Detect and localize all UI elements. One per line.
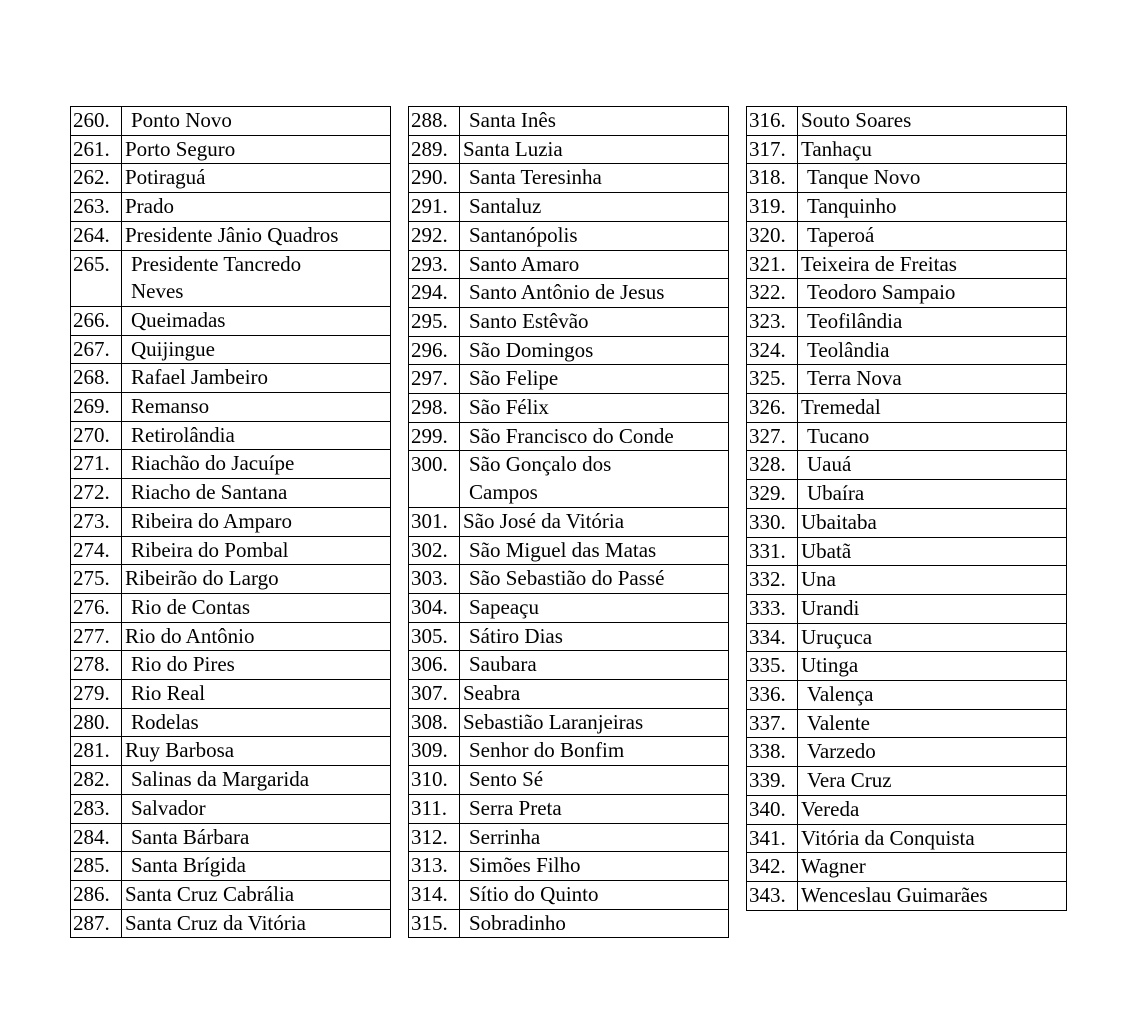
row-number: 292. [409, 221, 460, 250]
municipality-name: Sapeaçu [460, 593, 729, 622]
municipality-table-column-2 [408, 106, 729, 938]
row-number: 263. [71, 193, 122, 222]
municipality-name [460, 451, 729, 507]
row-number: 310. [409, 766, 460, 795]
municipality-name: Varzedo [798, 738, 1067, 767]
municipality-name: Taperoá [798, 221, 1067, 250]
table-row [409, 708, 729, 737]
municipality-name: Ribeirão do Largo [122, 565, 391, 594]
municipality-name: Queimadas [122, 306, 391, 335]
municipality-name: Tucano [798, 422, 1067, 451]
municipality-name: Uauá [798, 451, 1067, 480]
municipality-table-column-3 [746, 106, 1067, 911]
municipality-name: Santanópolis [460, 221, 729, 250]
row-number: 289. [409, 135, 460, 164]
row-number: 266. [71, 306, 122, 335]
municipality-name: Sítio do Quinto [460, 880, 729, 909]
row-number: 296. [409, 336, 460, 365]
municipality-name-line-2: Campos [469, 480, 538, 505]
municipality-name [122, 250, 391, 306]
row-number: 341. [747, 824, 798, 853]
table-row [71, 479, 391, 508]
municipality-name-line-1: Presidente Tancredo [131, 251, 302, 276]
table-row [747, 422, 1067, 451]
row-number: 267. [71, 335, 122, 364]
table-row [71, 622, 391, 651]
row-number: 338. [747, 738, 798, 767]
table-row [747, 307, 1067, 336]
row-number: 298. [409, 394, 460, 423]
municipality-name: Uruçuca [798, 623, 1067, 652]
municipality-name-line-2: Neves [131, 279, 184, 304]
table-row [71, 794, 391, 823]
row-number: 334. [747, 623, 798, 652]
table-row [747, 767, 1067, 796]
row-number: 336. [747, 681, 798, 710]
row-number: 332. [747, 566, 798, 595]
municipality-name: Santo Estêvão [460, 307, 729, 336]
row-number: 320. [747, 221, 798, 250]
table-row [747, 881, 1067, 910]
table-row [747, 853, 1067, 882]
row-number: 307. [409, 680, 460, 709]
municipality-name: Ponto Novo [122, 107, 391, 136]
row-number: 297. [409, 365, 460, 394]
row-number: 275. [71, 565, 122, 594]
municipality-name: Senhor do Bonfim [460, 737, 729, 766]
municipality-name: São Sebastião do Passé [460, 565, 729, 594]
municipality-name: Simões Filho [460, 852, 729, 881]
municipality-name: Santa Inês [460, 107, 729, 136]
table-row [747, 164, 1067, 193]
municipality-name: Sebastião Laranjeiras [460, 708, 729, 737]
row-number: 276. [71, 593, 122, 622]
row-number: 262. [71, 164, 122, 193]
table-row [409, 451, 729, 507]
municipality-name: Wagner [798, 853, 1067, 882]
municipality-name: Teodoro Sampaio [798, 279, 1067, 308]
municipality-name: Santo Antônio de Jesus [460, 279, 729, 308]
row-number: 291. [409, 193, 460, 222]
table-row [747, 451, 1067, 480]
table-row [409, 507, 729, 536]
row-number: 321. [747, 250, 798, 279]
table-row [71, 421, 391, 450]
row-number: 269. [71, 393, 122, 422]
row-number: 295. [409, 307, 460, 336]
table-row [747, 537, 1067, 566]
row-number: 343. [747, 881, 798, 910]
municipality-name: Vera Cruz [798, 767, 1067, 796]
row-number: 270. [71, 421, 122, 450]
row-number: 271. [71, 450, 122, 479]
table-row [409, 422, 729, 451]
municipality-name: Utinga [798, 652, 1067, 681]
row-number: 327. [747, 422, 798, 451]
municipality-name: São Miguel das Matas [460, 536, 729, 565]
row-number: 316. [747, 107, 798, 136]
table-row [747, 193, 1067, 222]
table-row [747, 594, 1067, 623]
table-row [747, 135, 1067, 164]
municipality-name: Santa Luzia [460, 135, 729, 164]
municipality-name: Ribeira do Pombal [122, 536, 391, 565]
municipality-name: Santo Amaro [460, 250, 729, 279]
row-number: 285. [71, 852, 122, 881]
municipality-name-line-1: São Gonçalo dos [469, 452, 612, 477]
municipality-name: São Francisco do Conde [460, 422, 729, 451]
row-number: 279. [71, 680, 122, 709]
table-row [71, 880, 391, 909]
table-row [747, 795, 1067, 824]
municipality-name: São Félix [460, 394, 729, 423]
municipality-name: Sátiro Dias [460, 622, 729, 651]
municipality-name: Ubatã [798, 537, 1067, 566]
table-row [747, 824, 1067, 853]
row-number: 288. [409, 107, 460, 136]
row-number: 273. [71, 507, 122, 536]
municipality-name: Wenceslau Guimarães [798, 881, 1067, 910]
table-row [747, 279, 1067, 308]
municipality-name: Santa Cruz da Vitória [122, 909, 391, 938]
municipality-name: Ubaitaba [798, 508, 1067, 537]
table-row [71, 393, 391, 422]
table-row [747, 623, 1067, 652]
row-number: 308. [409, 708, 460, 737]
table-row [71, 135, 391, 164]
table-row [409, 766, 729, 795]
table-row [409, 307, 729, 336]
table-row [409, 279, 729, 308]
municipality-name: Potiraguá [122, 164, 391, 193]
table-row [71, 651, 391, 680]
table-row [409, 193, 729, 222]
municipality-name: Sobradinho [460, 909, 729, 938]
municipality-name: Tanquinho [798, 193, 1067, 222]
row-number: 286. [71, 880, 122, 909]
row-number: 339. [747, 767, 798, 796]
row-number: 300. [409, 451, 460, 507]
row-number: 342. [747, 853, 798, 882]
row-number: 265. [71, 250, 122, 306]
municipality-name: Ribeira do Amparo [122, 507, 391, 536]
municipality-name: Seabra [460, 680, 729, 709]
municipality-name: Tanhaçu [798, 135, 1067, 164]
municipality-name: Riacho de Santana [122, 479, 391, 508]
table-row [747, 221, 1067, 250]
table-row [409, 365, 729, 394]
table-row [71, 708, 391, 737]
row-number: 290. [409, 164, 460, 193]
row-number: 317. [747, 135, 798, 164]
table-row [71, 306, 391, 335]
row-number: 331. [747, 537, 798, 566]
table-row [71, 107, 391, 136]
row-number: 324. [747, 336, 798, 365]
row-number: 337. [747, 709, 798, 738]
municipality-name: Rio Real [122, 680, 391, 709]
table-row [71, 364, 391, 393]
table-row [747, 652, 1067, 681]
municipality-name: Teixeira de Freitas [798, 250, 1067, 279]
municipality-name: Rio do Antônio [122, 622, 391, 651]
row-number: 330. [747, 508, 798, 537]
municipality-name: Tanque Novo [798, 164, 1067, 193]
municipality-name: Rodelas [122, 708, 391, 737]
table-row [409, 622, 729, 651]
table-row [71, 507, 391, 536]
row-number: 326. [747, 394, 798, 423]
table-row [747, 250, 1067, 279]
row-number: 280. [71, 708, 122, 737]
row-number: 283. [71, 794, 122, 823]
table-row [409, 794, 729, 823]
row-number: 303. [409, 565, 460, 594]
table-row [747, 738, 1067, 767]
row-number: 309. [409, 737, 460, 766]
row-number: 293. [409, 250, 460, 279]
row-number: 312. [409, 823, 460, 852]
municipality-name: Remanso [122, 393, 391, 422]
table-row [71, 450, 391, 479]
municipality-name: Sento Sé [460, 766, 729, 795]
table-row [71, 766, 391, 795]
municipality-name: Rafael Jambeiro [122, 364, 391, 393]
row-number: 318. [747, 164, 798, 193]
row-number: 287. [71, 909, 122, 938]
table-row [409, 909, 729, 938]
municipality-name: Presidente Jânio Quadros [122, 221, 391, 250]
table-row [409, 852, 729, 881]
row-number: 282. [71, 766, 122, 795]
municipality-name: Ruy Barbosa [122, 737, 391, 766]
table-row [71, 250, 391, 306]
municipality-name: Tremedal [798, 394, 1067, 423]
row-number: 319. [747, 193, 798, 222]
row-number: 322. [747, 279, 798, 308]
row-number: 264. [71, 221, 122, 250]
table-row [71, 909, 391, 938]
municipality-name: Souto Soares [798, 107, 1067, 136]
table-row [747, 394, 1067, 423]
municipality-name: Santa Cruz Cabrália [122, 880, 391, 909]
municipality-name: Urandi [798, 594, 1067, 623]
municipality-name: Una [798, 566, 1067, 595]
municipality-name: Santa Bárbara [122, 823, 391, 852]
municipality-name: Retirolândia [122, 421, 391, 450]
row-number: 306. [409, 651, 460, 680]
table-row [747, 107, 1067, 136]
row-number: 277. [71, 622, 122, 651]
municipality-name: Ubaíra [798, 480, 1067, 509]
row-number: 305. [409, 622, 460, 651]
municipality-name: Riachão do Jacuípe [122, 450, 391, 479]
row-number: 301. [409, 507, 460, 536]
table-row [409, 250, 729, 279]
table-row [71, 335, 391, 364]
table-row [71, 193, 391, 222]
municipality-name: Saubara [460, 651, 729, 680]
table-row [409, 651, 729, 680]
municipality-name: Valença [798, 681, 1067, 710]
row-number: 261. [71, 135, 122, 164]
table-row [409, 565, 729, 594]
table-row [409, 164, 729, 193]
table-row [71, 852, 391, 881]
table-row [747, 365, 1067, 394]
table-row [409, 336, 729, 365]
row-number: 325. [747, 365, 798, 394]
row-number: 281. [71, 737, 122, 766]
table-row [409, 536, 729, 565]
municipality-name: Santa Teresinha [460, 164, 729, 193]
table-row [409, 593, 729, 622]
municipality-name: Serra Preta [460, 794, 729, 823]
municipality-name: Salinas da Margarida [122, 766, 391, 795]
row-number: 294. [409, 279, 460, 308]
row-number: 328. [747, 451, 798, 480]
table-row [747, 480, 1067, 509]
row-number: 314. [409, 880, 460, 909]
municipality-name: Serrinha [460, 823, 729, 852]
table-row [71, 221, 391, 250]
table-row [409, 680, 729, 709]
municipality-name: Quijingue [122, 335, 391, 364]
table-row [71, 823, 391, 852]
municipality-name: São José da Vitória [460, 507, 729, 536]
row-number: 313. [409, 852, 460, 881]
table-row [71, 737, 391, 766]
municipality-name: Vitória da Conquista [798, 824, 1067, 853]
municipality-name: Santa Brígida [122, 852, 391, 881]
municipality-name: Terra Nova [798, 365, 1067, 394]
table-row [747, 508, 1067, 537]
municipality-name: Porto Seguro [122, 135, 391, 164]
table-row [409, 394, 729, 423]
table-row [71, 536, 391, 565]
row-number: 329. [747, 480, 798, 509]
table-row [747, 681, 1067, 710]
municipality-name: Teolândia [798, 336, 1067, 365]
table-row [409, 107, 729, 136]
municipality-name: Valente [798, 709, 1067, 738]
table-row [71, 164, 391, 193]
municipality-name: Santaluz [460, 193, 729, 222]
row-number: 302. [409, 536, 460, 565]
table-row [747, 566, 1067, 595]
row-number: 315. [409, 909, 460, 938]
table-row [71, 565, 391, 594]
row-number: 284. [71, 823, 122, 852]
row-number: 340. [747, 795, 798, 824]
row-number: 260. [71, 107, 122, 136]
row-number: 268. [71, 364, 122, 393]
row-number: 333. [747, 594, 798, 623]
municipality-name: Rio de Contas [122, 593, 391, 622]
table-row [71, 593, 391, 622]
table-row [747, 336, 1067, 365]
table-row [747, 709, 1067, 738]
municipality-name: Teofilândia [798, 307, 1067, 336]
table-row [409, 221, 729, 250]
row-number: 278. [71, 651, 122, 680]
table-row [71, 680, 391, 709]
municipality-name: São Domingos [460, 336, 729, 365]
table-row [409, 880, 729, 909]
municipality-table-column-1 [70, 106, 391, 938]
row-number: 311. [409, 794, 460, 823]
municipality-name: Rio do Pires [122, 651, 391, 680]
municipality-name: Salvador [122, 794, 391, 823]
municipality-name: Prado [122, 193, 391, 222]
row-number: 304. [409, 593, 460, 622]
row-number: 335. [747, 652, 798, 681]
table-row [409, 823, 729, 852]
table-row [409, 737, 729, 766]
row-number: 323. [747, 307, 798, 336]
row-number: 274. [71, 536, 122, 565]
row-number: 299. [409, 422, 460, 451]
municipality-name: São Felipe [460, 365, 729, 394]
table-row [409, 135, 729, 164]
municipality-name: Vereda [798, 795, 1067, 824]
row-number: 272. [71, 479, 122, 508]
